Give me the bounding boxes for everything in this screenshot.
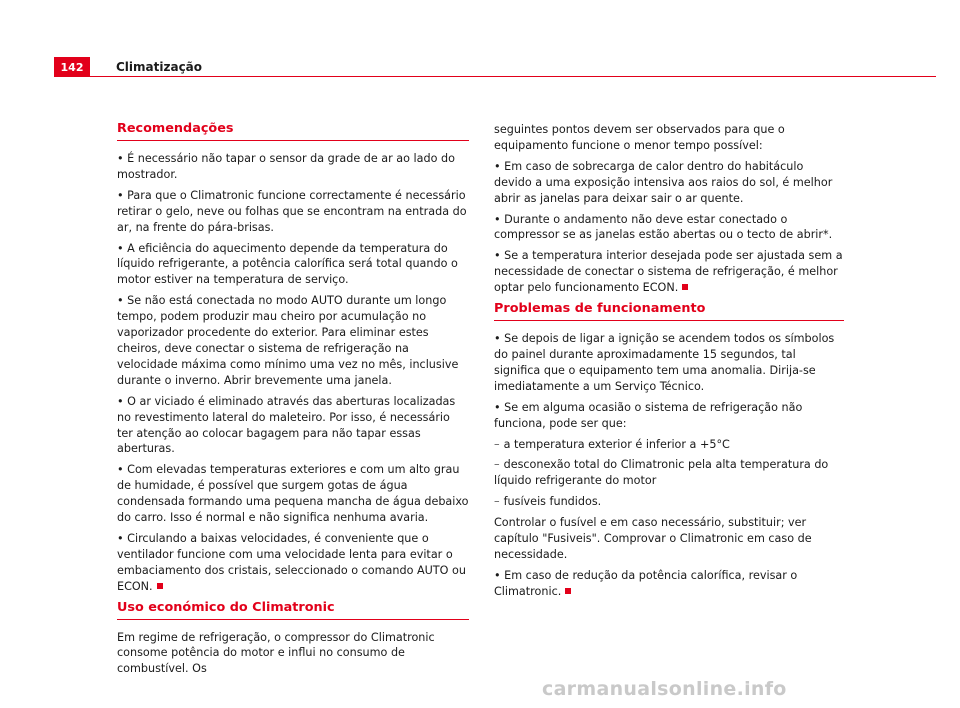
paragraph: • Se depois de ligar a ignição se acendem todos os símbolos do painel durante aproximadamente 15 segundos, tal significa que o equipamento tem uma anomalia. Dirija-se imediatamente a um Serviço Técnico. bbox=[494, 332, 835, 393]
paragraph: Controlar o fusível e em caso necessário, substituir; ver capítulo "Fusiveis". Comprovar o Climatronic em caso de necessidade. bbox=[494, 516, 812, 561]
left-column bbox=[117, 121, 469, 682]
right-column bbox=[494, 122, 844, 605]
dash-list-item bbox=[494, 494, 844, 510]
paragraph: • Em caso de sobrecarga de calor dentro do habitáculo devido a uma exposição intensiva aos raios do sol, é melhor abrir as janelas para deixar sair o ar quente. bbox=[494, 159, 833, 205]
section-end-icon bbox=[157, 583, 163, 589]
list-item-text: fusíveis fundidos. bbox=[503, 495, 602, 509]
page-number: 142 bbox=[60, 60, 84, 74]
paragraph: • Para que o Climatronic funcione correctamente é necessário retirar o gelo, neve ou folhas que se encontram na entrada do ar, na frente do pára-brisas. bbox=[117, 188, 467, 234]
heading-economic-use: Uso económico do Climatronic bbox=[117, 600, 469, 620]
paragraph: • Se não está conectada no modo AUTO durante um longo tempo, podem produzir mau cheiro por acumulação no vaporizador procedente do exterior. Para eliminar estes cheiros, deve conectar o sistema de refrigeração na velocidade máxima como mínimo uma vez no mês, inclusive durante o inverno. Abrir brevemente uma janela. bbox=[117, 294, 459, 387]
heading-recommendations: Recomendações bbox=[117, 121, 469, 141]
section-end-icon bbox=[682, 284, 688, 290]
paragraph: • Durante o andamento não deve estar conectado o compressor se as janelas estão abertas ou o tecto de abrir*. bbox=[494, 212, 833, 242]
paragraph-with-end-mark bbox=[494, 568, 844, 600]
paragraph: • A eficiência do aquecimento depende da temperatura do líquido refrigerante, a potência calorífica será total quando o motor estiver na temperatura de serviço. bbox=[117, 241, 458, 287]
paragraph: • O ar viciado é eliminado através das aberturas localizadas no revestimento lateral do maleteiro. Por isso, é necessário ter atenção ao colocar bagagem para não tapar essas aberturas. bbox=[117, 394, 456, 456]
dash-list-item bbox=[494, 437, 844, 453]
heading-problems: Problemas de funcionamento bbox=[494, 301, 844, 321]
paragraph-with-end-mark bbox=[117, 531, 469, 595]
paragraph: seguintes pontos devem ser observados para que o equipamento funcione o menor tempo possível: bbox=[494, 123, 785, 152]
paragraph: Em regime de refrigeração, o compressor do Climatronic consome potência do motor e influi no consumo de combustível. Os bbox=[117, 630, 435, 676]
paragraph: • É necessário não tapar o sensor da grade de ar ao lado do mostrador. bbox=[117, 152, 455, 181]
paragraph-text: • Se a temperatura interior desejada pode ser ajustada sem a necessidade de conectar o sistema de refrigeração, é melhor optar pelo funcionamento ECON. bbox=[494, 249, 843, 295]
dash-mark: – bbox=[494, 437, 500, 451]
watermark: carmanualsonline.info bbox=[542, 678, 787, 700]
chapter-title: Climatização bbox=[116, 60, 203, 74]
paragraph: • Com elevadas temperaturas exteriores e com um alto grau de humidade, é possível que surgem gotas de água condensada formando uma pequena mancha de água debaixo do carro. Isso é normal e não significa nenhuma avaria. bbox=[117, 463, 469, 525]
paragraph-with-end-mark bbox=[494, 248, 844, 296]
dash-mark: – bbox=[494, 458, 500, 472]
list-item-text: desconexão total do Climatronic pela alta temperatura do líquido refrigerante do motor bbox=[494, 458, 829, 488]
paragraph: • Se em alguma ocasião o sistema de refrigeração não funciona, pode ser que: bbox=[494, 400, 803, 430]
dash-list-item bbox=[494, 457, 844, 489]
page-number-badge bbox=[54, 57, 90, 77]
section-end-icon bbox=[565, 588, 571, 594]
list-item-text: a temperatura exterior é inferior a +5°C bbox=[503, 437, 730, 451]
header-divider bbox=[90, 76, 936, 77]
dash-mark: – bbox=[494, 495, 500, 509]
paragraph-text: • Em caso de redução da potência calorífica, revisar o Climatronic. bbox=[494, 568, 798, 598]
paragraph-text: • Circulando a baixas velocidades, é conveniente que o ventilador funcione com uma velocidade lenta para evitar o embaciamento dos cristais, seleccionado o comando AUTO ou ECON. bbox=[117, 531, 466, 593]
